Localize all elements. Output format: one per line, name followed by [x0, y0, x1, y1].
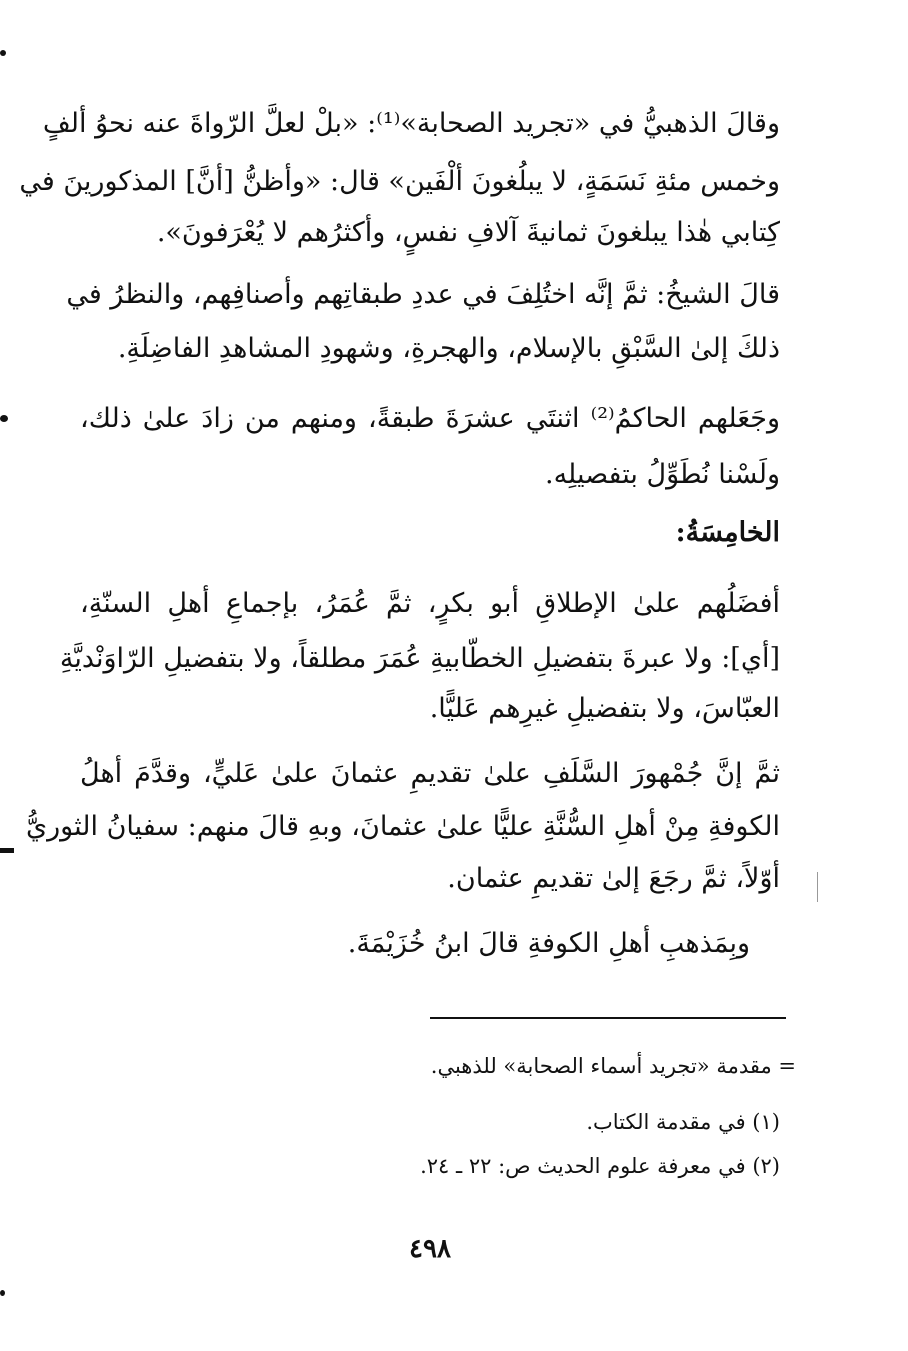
- body-text-line: كِتابي هٰذا يبلغونَ ثمانيةَ آلافِ نفسٍ، وأكثرُهم لا يُعْرَفونَ».: [156, 217, 780, 248]
- body-text-line: ثمَّ إنَّ جُمْهورَ السَّلَفِ علىٰ تقديمِ عثمانَ علىٰ عَليٍّ، وقدَّمَ أهلُ: [80, 758, 780, 789]
- body-text-line: [أي]: ولا عبرةَ بتفضيلِ الخطّابيةِ عُمَرَ مطلقاً، ولا بتفضيلِ الرّاوَنْديَّةِ: [59, 643, 780, 674]
- body-text-line: العبّاسَ، ولا بتفضيلِ غيرِهم عَليًّا.: [429, 693, 780, 724]
- body-text-line: وخمس مئةِ نَسَمَةٍ، لا يبلُغونَ ألْفَين» قال: «وأظنُّ [أنَّ] المذكورينَ في: [19, 166, 780, 197]
- footnote-2: (٢) في معرفة علوم الحديث ص: ٢٢ ـ ٢٤.: [420, 1154, 780, 1178]
- body-text-line: ذلكَ إلىٰ السَّبْقِ بالإسلام، والهجرةِ، وشهودِ المشاهدِ الفاضِلَةِ.: [117, 333, 780, 364]
- body-text-line: أفضَلُهم علىٰ الإطلاقِ أبو بكرٍ، ثمَّ عُمَرُ، بإجماعِ أهلِ السنّةِ،: [80, 588, 780, 619]
- body-text-line: وقالَ الذهبيُّ في «تجريد الصحابة»⁽¹⁾: «بلْ لعلَّ الرّواةَ عنه نحوُ ألفٍ: [42, 108, 780, 139]
- body-text-line: قالَ الشيخُ: ثمَّ إنَّه اختُلِفَ في عددِ طبقاتِهم وأصنافِهم، والنظرُ في: [66, 279, 780, 310]
- scan-mark: [0, 50, 6, 56]
- scan-mark: [817, 872, 818, 902]
- scan-mark: [0, 1290, 5, 1296]
- body-text-line: ولَسْنا نُطَوِّلُ بتفصيلِه.: [545, 459, 780, 490]
- body-text-line: الكوفةِ مِنْ أهلِ السُّنَّةِ عليًّا علىٰ عثمانَ، وبهِ قالَ منهم: سفيانُ الثوريُّ: [25, 811, 780, 842]
- footnote-continuation: = مقدمة «تجريد أسماء الصحابة» للذهبي.: [430, 1054, 796, 1078]
- scan-mark: [0, 415, 8, 422]
- page-number: ٤٩٨: [409, 1234, 451, 1264]
- body-text-line: أوّلاً، ثمَّ رجَعَ إلىٰ تقديمِ عثمان.: [447, 863, 780, 894]
- body-text-line: وجَعَلهم الحاكمُ⁽²⁾ اثنتَي عشرَةَ طبقةً، ومنهم من زادَ علىٰ ذلك،: [80, 403, 781, 434]
- scan-mark: [0, 848, 14, 853]
- footnote-separator: [430, 1017, 786, 1019]
- body-text-line: وبِمَذهبِ أهلِ الكوفةِ قالَ ابنُ خُزَيْمَةَ.: [347, 928, 750, 959]
- footnote-1: (١) في مقدمة الكتاب.: [586, 1110, 780, 1134]
- section-heading: الخامِسَةُ:: [675, 517, 780, 548]
